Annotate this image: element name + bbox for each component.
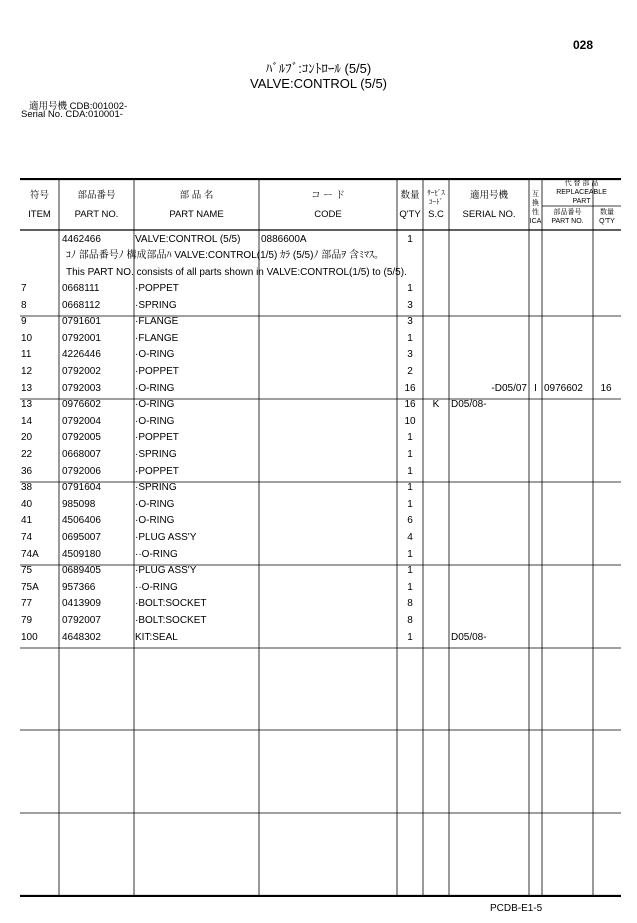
cell-qty: 16 [404, 382, 416, 394]
cell-qty: 8 [407, 598, 413, 610]
cell-qty: 3 [407, 316, 413, 328]
header-replaceable-part-no-en: PART NO. [551, 218, 584, 225]
cell-part-no: 0668007 [62, 449, 101, 460]
cell-qty: 3 [407, 299, 413, 311]
page-title-japanese: ﾊﾞﾙﾌﾞ:ｺﾝﾄﾛｰﾙ (5/5) [265, 61, 372, 76]
page-number: 028 [573, 38, 594, 52]
cell-item: 75 [21, 565, 33, 577]
cell-part-name: ·O-RING [135, 349, 175, 361]
cell-qty: 4 [407, 532, 413, 543]
cell-item: 9 [21, 316, 27, 328]
cell-item: 7 [21, 283, 27, 294]
cell-part-no: 0792001 [62, 332, 101, 344]
cell-part-name: KIT:SEAL [135, 631, 178, 643]
cell-part-no: 4226446 [62, 349, 101, 361]
cell-qty: 1 [407, 631, 413, 643]
cell-replaceable-qty: 16 [600, 382, 612, 394]
cell-part-name: ·PLUG ASS'Y [135, 532, 197, 543]
cell-part-no: 0792005 [62, 432, 101, 444]
page-footer-code: PCDB-E1-5 [490, 903, 543, 914]
cell-item: 74A [21, 548, 39, 560]
cell-item: 11 [21, 349, 32, 361]
assembly-note-japanese: ｺﾉ 部品番号ﾉ 構成部品ﾊ VALVE:CONTROL(1/5) ｶﾗ (5/5)ﾉ 部品ｦ 含ﾐﾏｽ。 [66, 250, 384, 261]
cell-part-no: 0791601 [62, 316, 101, 328]
cell-part-no: 0792004 [62, 415, 101, 427]
cell-part-no: 0792003 [62, 382, 101, 394]
cell-item: 13 [21, 399, 33, 411]
header-sc-jp-1: ｻｰﾋﾞｽ [427, 190, 445, 197]
header-ica-jp-3: 性 [532, 209, 539, 216]
header-replaceable-part-no-jp: 部品番号 [553, 209, 582, 216]
cell-part-name: ·O-RING [135, 382, 175, 394]
header-replaceable-jp: 代 替 部 品 [564, 180, 599, 187]
cell-part-no: 985098 [62, 498, 96, 510]
cell-part-no: 957366 [62, 581, 96, 593]
cell-replaceable-part-no: 0976602 [544, 382, 583, 394]
header-code-en: CODE [314, 209, 342, 220]
cell-qty: 1 [407, 581, 413, 593]
cell-item: 74 [21, 532, 33, 543]
cell-part-no: 4648302 [62, 631, 101, 643]
cell-item: 12 [21, 366, 33, 377]
cell-part-name: ·FLANGE [135, 332, 179, 344]
assembly-part-name: VALVE:CONTROL (5/5) [135, 234, 241, 245]
cell-item: 75A [21, 581, 39, 593]
cell-item: 100 [21, 631, 38, 643]
applicable-serial-english: Serial No. CDA:010001- [21, 109, 123, 120]
cell-qty: 10 [404, 415, 416, 427]
cell-qty: 1 [407, 465, 413, 477]
header-qty-jp: 数量 [400, 190, 420, 201]
cell-part-name: ·FLANGE [135, 316, 179, 328]
cell-qty: 1 [407, 332, 413, 344]
header-replaceable-part: PART [572, 198, 591, 205]
cell-part-no: 0695007 [62, 532, 101, 543]
header-serial-jp: 適用号機 [469, 190, 508, 201]
header-part-name-jp: 部 品 名 [179, 190, 214, 201]
header-replaceable-qty-en: Q'TY [599, 218, 615, 225]
cell-serial-no: D05/08- [451, 399, 487, 411]
cell-item: 20 [21, 432, 33, 444]
header-part-no-en: PART NO. [74, 209, 119, 220]
assembly-code: 0886600A [261, 234, 307, 245]
header-ica-en: ICA [529, 218, 542, 225]
cell-qty: 1 [407, 498, 413, 510]
cell-part-no: 0668112 [62, 299, 101, 311]
cell-part-no: 0668111 [62, 283, 100, 294]
cell-part-no: 0792006 [62, 465, 101, 477]
cell-part-no: 0689405 [62, 565, 101, 577]
cell-serial-no: -D05/07 [491, 382, 527, 394]
cell-item: 10 [21, 332, 33, 344]
header-code-jp: コ ー ド [311, 190, 345, 201]
cell-service-code: K [432, 399, 440, 411]
cell-serial-no: D05/08- [451, 631, 487, 643]
cell-qty: 1 [407, 548, 413, 560]
cell-part-name: ·POPPET [135, 432, 179, 444]
assembly-part-no: 4462466 [62, 234, 101, 245]
cell-qty: 6 [407, 515, 413, 527]
cell-item: 77 [21, 598, 33, 610]
cell-part-no: 0792002 [62, 366, 101, 377]
cell-part-no: 4509180 [62, 548, 101, 560]
header-qty-en: Q'TY [399, 209, 421, 220]
header-ica-jp-1: 互 [532, 191, 539, 198]
header-item-en: ITEM [28, 209, 51, 220]
cell-part-no: 0976602 [62, 399, 101, 411]
cell-item: 22 [21, 449, 33, 460]
cell-part-no: 0791604 [62, 482, 101, 494]
cell-qty: 8 [407, 615, 413, 626]
cell-qty: 1 [407, 283, 413, 294]
assembly-note-english: This PART NO. consists of all parts shown in VALVE:CONTROL(1/5) to (5/5). [66, 267, 407, 278]
cell-item: 41 [21, 515, 33, 527]
header-sc-en: S.C [428, 209, 444, 220]
header-item-jp: 符号 [29, 190, 49, 201]
cell-part-name: ··O-RING [135, 581, 178, 593]
cell-part-name: ·POPPET [135, 283, 179, 294]
cell-qty: 1 [407, 449, 413, 460]
cell-part-name: ·BOLT:SOCKET [135, 615, 207, 626]
cell-part-name: ·POPPET [135, 465, 179, 477]
cell-ica: I [534, 382, 537, 394]
cell-part-name: ·POPPET [135, 366, 179, 377]
cell-item: 40 [21, 498, 33, 510]
cell-part-name: ·O-RING [135, 415, 175, 427]
cell-qty: 1 [407, 432, 413, 444]
cell-part-name: ·SPRING [135, 449, 177, 460]
page-title-english: VALVE:CONTROL (5/5) [249, 76, 387, 91]
header-ica-jp-2: 換 [532, 200, 539, 207]
cell-qty: 1 [407, 565, 413, 577]
cell-part-name: ··O-RING [135, 548, 178, 560]
cell-item: 14 [21, 415, 33, 427]
cell-part-name: ·O-RING [135, 498, 175, 510]
cell-qty: 3 [407, 349, 413, 361]
cell-item: 13 [21, 382, 33, 394]
cell-qty: 16 [404, 399, 416, 411]
applicable-serial-japanese: 適用号機 CDB:001002- [29, 101, 128, 112]
cell-part-name: ·O-RING [135, 515, 175, 527]
header-replaceable-en: REPLACEABLE [556, 189, 607, 196]
cell-part-no: 0413909 [62, 598, 101, 610]
cell-qty: 2 [407, 366, 413, 377]
header-part-name-en: PART NAME [169, 209, 224, 220]
assembly-qty: 1 [407, 234, 413, 245]
cell-item: 8 [21, 299, 27, 311]
cell-part-no: 4506406 [62, 515, 101, 527]
header-serial-en: SERIAL NO. [462, 209, 516, 220]
header-sc-jp-2: ｺｰﾄﾞ [429, 199, 443, 206]
cell-part-name: ·PLUG ASS'Y [135, 565, 197, 577]
cell-item: 38 [21, 482, 33, 494]
cell-part-name: ·SPRING [135, 482, 177, 494]
header-part-no-jp: 部品番号 [77, 190, 116, 201]
parts-table [20, 178, 621, 897]
header-replaceable-qty-jp: 数量 [600, 209, 614, 216]
cell-part-name: ·SPRING [135, 299, 177, 311]
cell-part-no: 0792007 [62, 615, 101, 626]
cell-item: 36 [21, 465, 33, 477]
cell-qty: 1 [407, 482, 413, 494]
cell-item: 79 [21, 615, 33, 626]
cell-part-name: ·BOLT:SOCKET [135, 598, 207, 610]
cell-part-name: ·O-RING [135, 399, 175, 411]
